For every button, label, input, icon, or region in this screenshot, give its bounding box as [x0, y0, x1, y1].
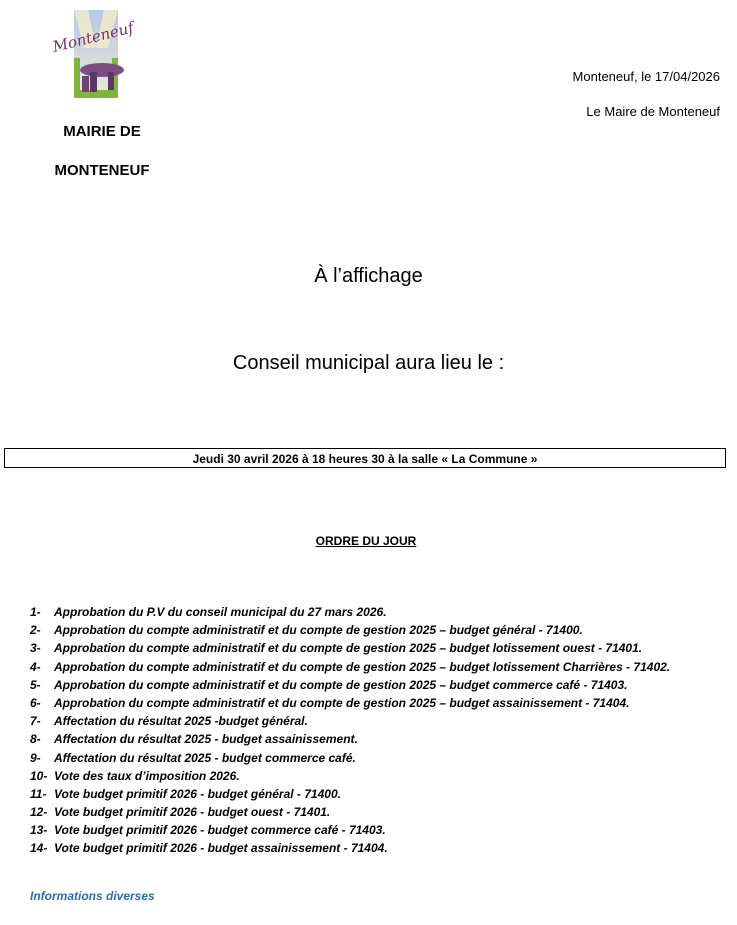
meeting-date-box: Jeudi 30 avril 2026 à 18 heures 30 à la salle « La Commune »: [4, 448, 726, 468]
signer: Le Maire de Monteneuf: [586, 104, 720, 119]
agenda-item-number: 11-: [30, 786, 47, 801]
logo-text: Monteneuf: [50, 18, 136, 56]
agenda-item-text: Affectation du résultat 2025 - budget commerce café.: [54, 750, 356, 765]
agenda-item-text: Vote budget primitif 2026 - budget général - 71400.: [54, 786, 341, 801]
agenda-item-text: Affectation du résultat 2025 - budget assainissement.: [54, 732, 358, 747]
agenda-item: [30, 603, 670, 621]
monteneuf-logo: [44, 8, 146, 100]
agenda-item-text: Vote des taux d’imposition 2026.: [54, 768, 240, 783]
agenda-item: [30, 839, 670, 857]
notice-title: À l’affichage: [314, 265, 423, 287]
agenda-item-number: 8-: [30, 732, 41, 747]
agenda-item: [30, 621, 670, 639]
agenda-item-number: 4-: [30, 659, 41, 674]
agenda-item-number: 13-: [30, 823, 48, 838]
agenda-item-number: 14-: [30, 841, 48, 856]
agenda-item-number: 7-: [30, 714, 41, 729]
agenda-list: [30, 603, 670, 858]
agenda-item: [30, 749, 670, 767]
info-footer: Informations diverses: [30, 889, 155, 903]
notice-subtitle: Conseil municipal aura lieu le :: [232, 352, 505, 374]
org-name-line2: MONTENEUF: [54, 162, 150, 179]
agenda-item: [30, 785, 670, 803]
agenda-item-number: 3-: [30, 641, 41, 656]
agenda-item-number: 5-: [30, 677, 41, 692]
agenda-item-text: Approbation du P.V du conseil municipal du 27 mars 2026.: [54, 605, 387, 619]
agenda-item-text: Vote budget primitif 2026 - budget assainissement - 71404.: [54, 841, 388, 856]
agenda-item: [30, 639, 670, 657]
agenda-item-text: Vote budget primitif 2026 - budget commerce café - 71403.: [54, 823, 386, 838]
agenda-item: [30, 694, 670, 712]
agenda-item-text: Affectation du résultat 2025 -budget général.: [54, 714, 308, 729]
agenda-item-number: 2-: [30, 623, 41, 638]
agenda-item-text: Vote budget primitif 2026 - budget ouest - 71401.: [54, 805, 331, 820]
agenda-item-text: Approbation du compte administratif et du compte de gestion 2025 – budget lotissement Charrières - 71402.: [54, 659, 671, 674]
agenda-item-number: 9-: [30, 750, 41, 765]
agenda-item-text: Approbation du compte administratif et du compte de gestion 2025 – budget assainissement - 71404.: [54, 695, 630, 710]
agenda-item-text: Approbation du compte administratif et du compte de gestion 2025 – budget général - 71400.: [54, 623, 583, 638]
agenda-item-number: 1-: [30, 605, 41, 619]
place-date: Monteneuf, le 17/04/2026: [572, 69, 720, 84]
agenda-item-number: 6-: [30, 695, 41, 710]
agenda-title: ORDRE DU JOUR: [315, 534, 417, 548]
agenda-item-text: Approbation du compte administratif et du compte de gestion 2025 – budget lotissement ouest - 71401.: [54, 641, 643, 656]
agenda-item: [30, 730, 670, 748]
agenda-item: [30, 658, 670, 676]
agenda-item-number: 12-: [30, 805, 48, 820]
org-name-line1: MAIRIE DE: [63, 123, 141, 140]
agenda-item: [30, 803, 670, 821]
agenda-item: [30, 821, 670, 839]
agenda-item: [30, 767, 670, 785]
agenda-item-text: Approbation du compte administratif et du compte de gestion 2025 – budget commerce café - 71403.: [54, 677, 628, 692]
agenda-item-number: 10-: [30, 768, 48, 783]
agenda-item: [30, 712, 670, 730]
agenda-item: [30, 676, 670, 694]
